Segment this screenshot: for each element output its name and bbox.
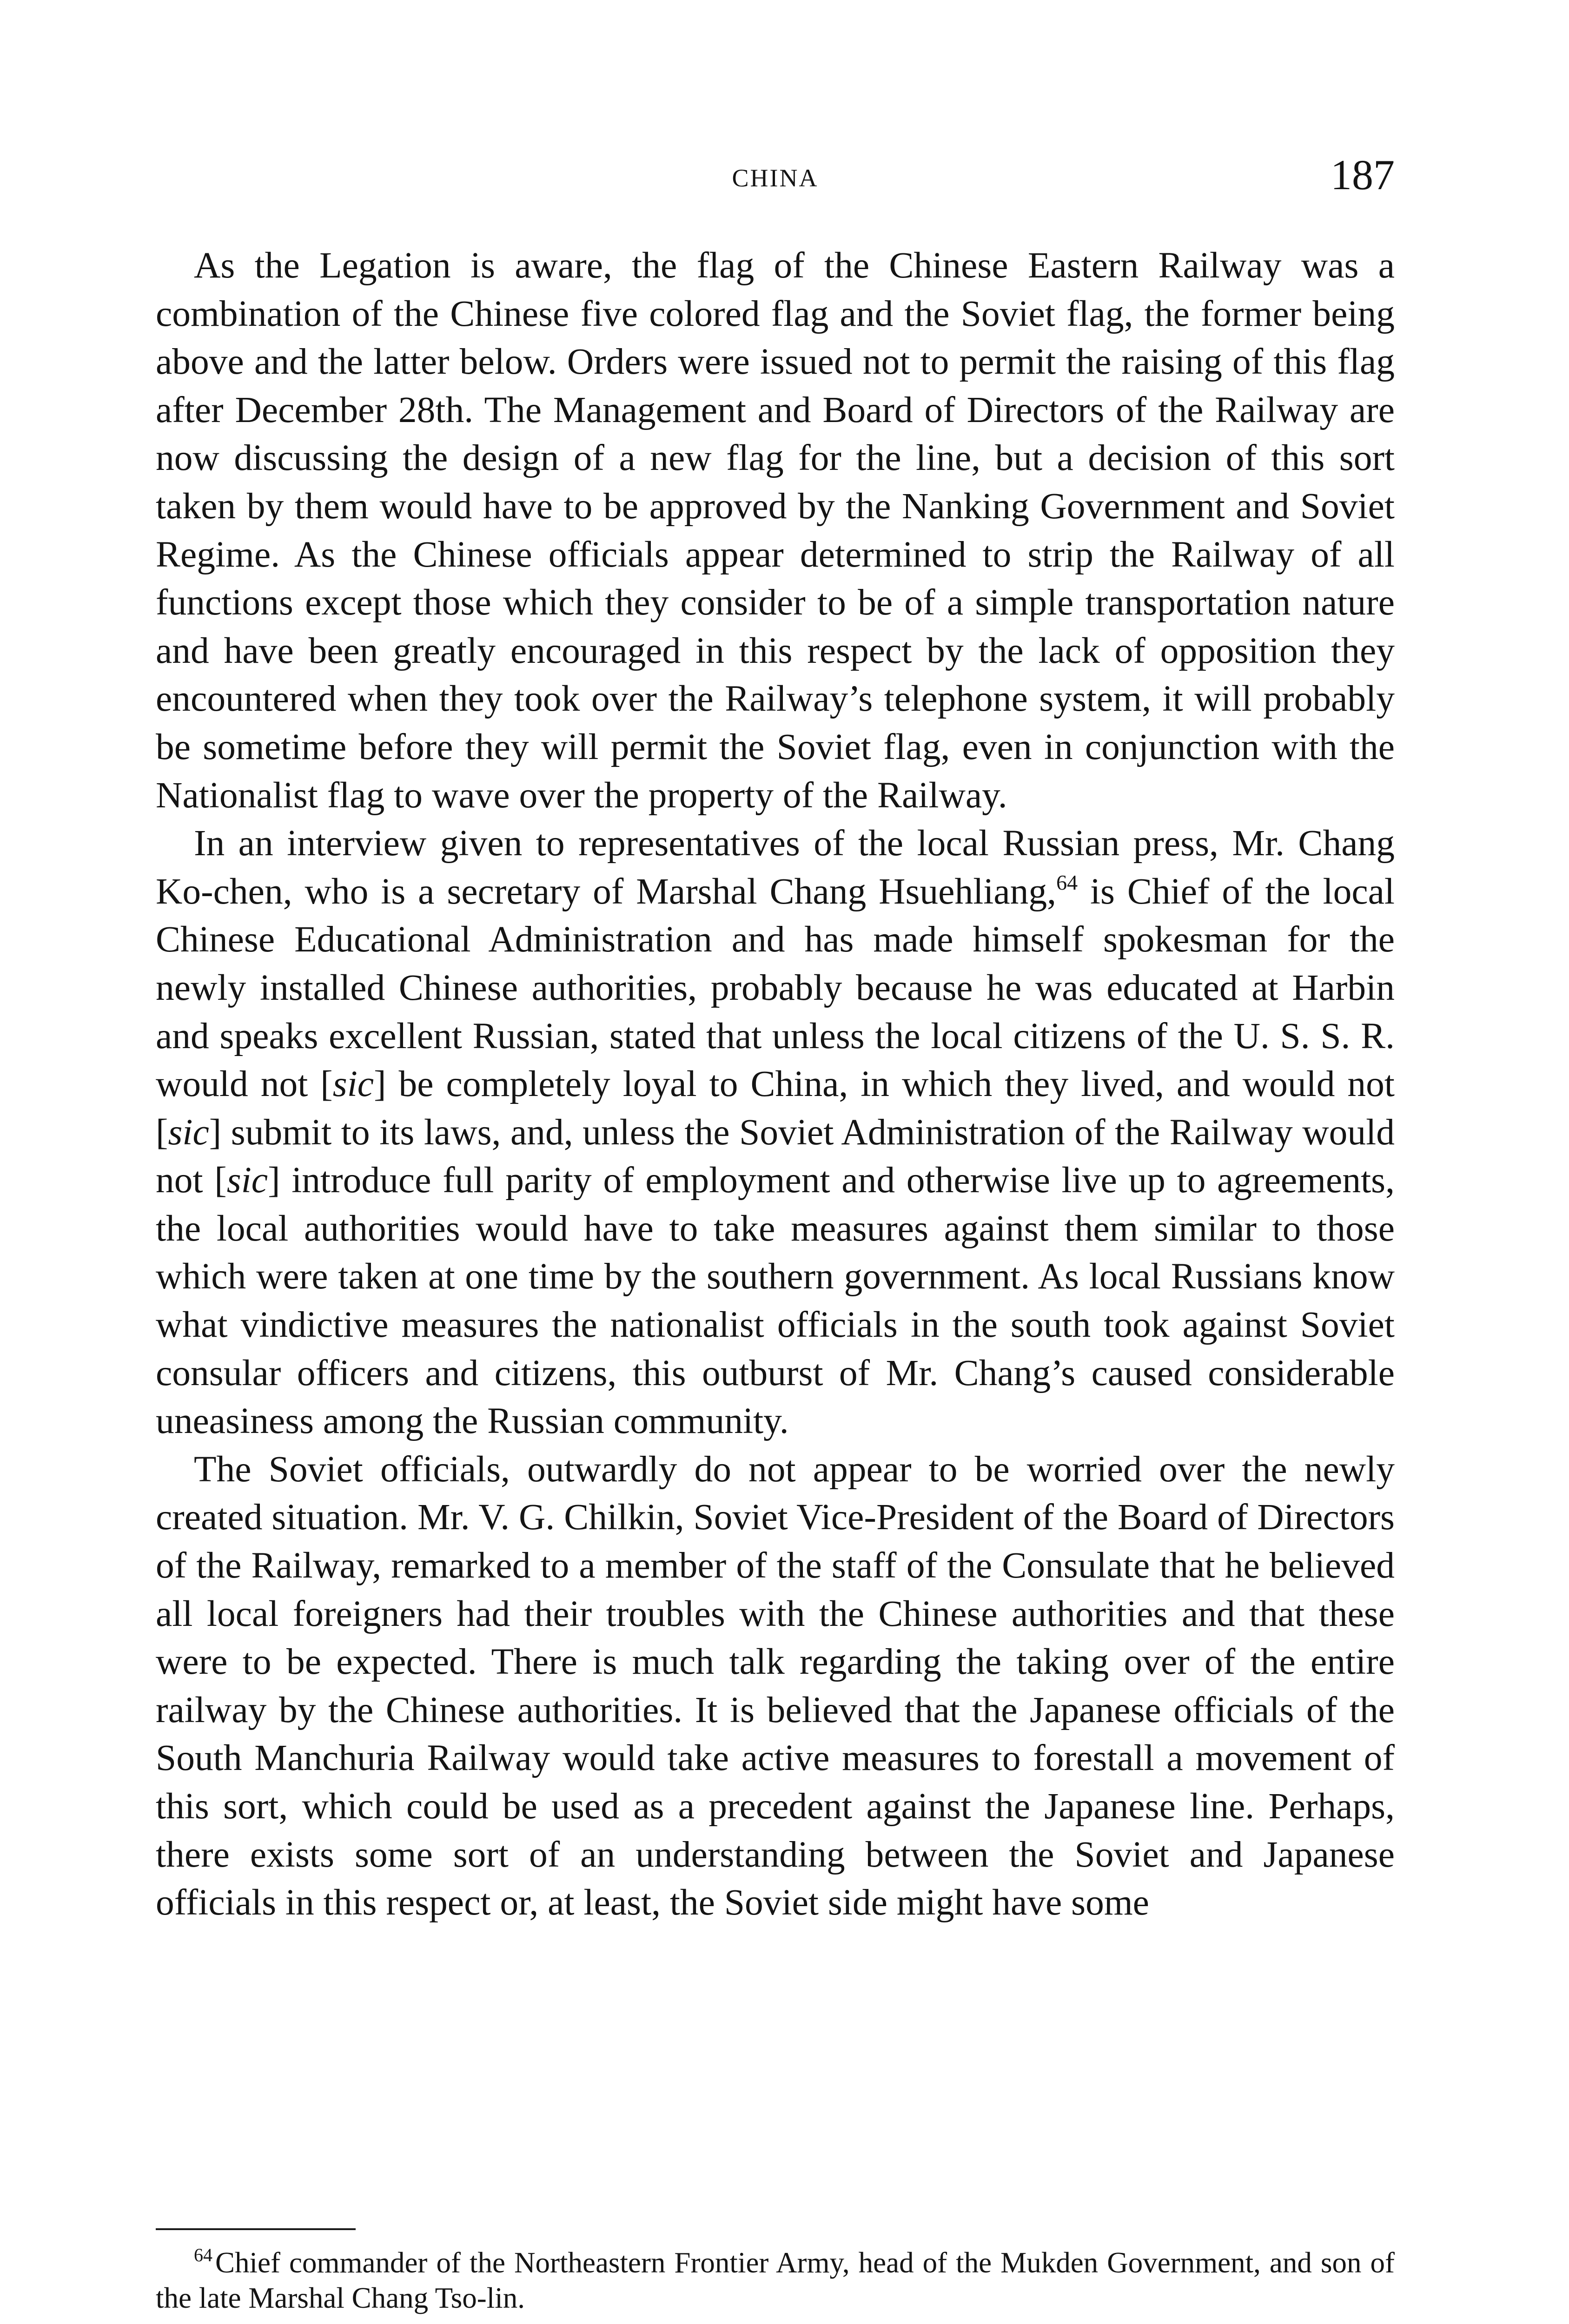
paragraph-text: As the Legation is aware, the flag of the Chinese Eastern Railway was a combination of the Chinese five colored flag and the Soviet flag, the former being above and the latter below. Orders were issued not to permit the raising of this flag after December 28th. The Management and Board of Directors of the Railway are now discussing the design of a new flag for the line, but a decision of this sort taken by them would have to be approved by the Nanking Government and Soviet Regime. As the Chinese officials appear determined to strip the Railway of all functions except those which they consider to be of a simple transportation nature and have been greatly encouraged in this respect by the lack of opposition they encountered when they took over the Railway’s telephone system, it will probably be sometime before they will permit the Soviet flag, even in conjunction with the Nationalist flag to wave over the property of the Railway. — [156, 245, 1395, 816]
paragraph-2 — [156, 819, 1395, 1446]
footnote-reference: 64 — [1056, 870, 1078, 894]
paragraph-text: ] be completely loyal to China, in which they lived, and would not [ — [156, 1063, 1395, 1153]
footnote-marker: 64 — [194, 2245, 212, 2265]
paragraph-3 — [156, 1446, 1395, 1927]
running-title: CHINA — [732, 164, 819, 192]
sic-annotation: sic — [332, 1063, 374, 1105]
running-head — [156, 153, 1395, 205]
footnote-rule — [156, 2228, 356, 2230]
paragraph-text: ] submit to its laws, and, unless the Soviet Administration of the Railway would not [ — [156, 1111, 1395, 1201]
body-text — [156, 242, 1395, 1927]
footnote — [156, 2245, 1395, 2316]
footnote-text: Chief commander of the Northeastern Frontier Army, head of the Mukden Government, and son of the late Marshal Chang Tso-lin. — [156, 2246, 1395, 2314]
sic-annotation: sic — [168, 1111, 209, 1153]
paragraph-1 — [156, 242, 1395, 819]
paragraph-text: is Chief of the local Chinese Educational Administration and has made himself spokesman for the newly installed Chinese authorities, probably because he was educated at Harbin and speaks excellent Russian, stated that unless the local citizens of the U. S. S. R. would not [ — [156, 871, 1395, 1105]
paragraph-text: In an interview given to representatives of the local Russian press, Mr. Chang Ko-chen, who is a secretary of Marshal Chang Hsuehliang, — [156, 823, 1395, 912]
paragraph-text: The Soviet officials, outwardly do not appear to be worried over the newly created situation. Mr. V. G. Chilkin, Soviet Vice-President of the Board of Directors of the Railway, remarked to a member of the staff of the Consulate that he believed all local foreigners had their troubles with the Chinese authorities and that these were to be expected. There is much talk regarding the taking over of the entire railway by the Chinese authorities. It is believed that the Japanese officials of the South Manchuria Railway would take active measures to forestall a movement of this sort, which could be used as a precedent against the Japanese line. Perhaps, there exists some sort of an understanding between the Soviet and Japanese officials in this respect or, at least, the Soviet side might have some — [156, 1448, 1395, 1923]
sic-annotation: sic — [226, 1160, 268, 1201]
page-number: 187 — [1331, 151, 1395, 198]
paragraph-text: ] introduce full parity of employment and otherwise live up to agreements, the local authorities would have to take measures against them similar to those which were taken at one time by the southern government. As local Russians know what vindictive measures the nationalist officials in the south took against Soviet consular officers and citizens, this outburst of Mr. Chang’s caused considerable uneasiness among the Russian community. — [156, 1160, 1395, 1442]
